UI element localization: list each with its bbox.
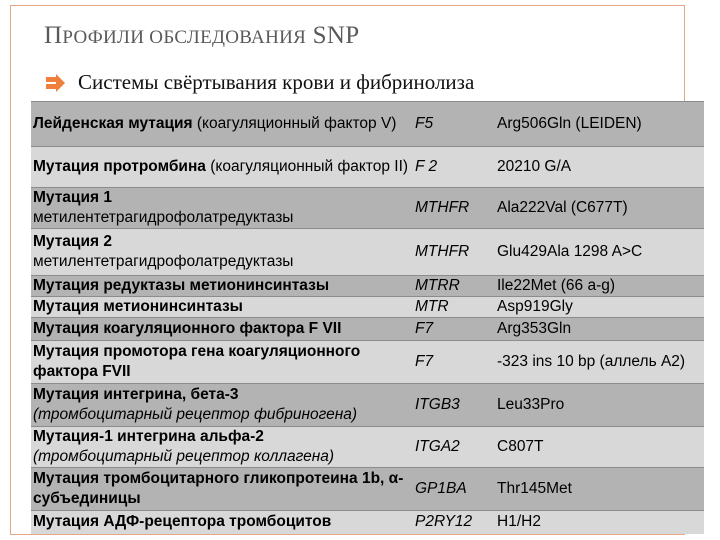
mutation-name: Мутация-1 интегрина альфа-2 <box>33 428 264 445</box>
mutation-name: Мутация 2 <box>33 233 112 250</box>
mutation-name-cell <box>31 511 413 534</box>
mutation-name-cell <box>31 468 413 511</box>
title-tail: SNP <box>306 22 360 49</box>
gene-cell: F 2 <box>415 158 438 175</box>
mutation-name: Мутация АДФ-рецептора тромбоцитов <box>33 513 332 531</box>
variant-cell: Leu33Pro <box>497 396 565 413</box>
mutation-name-cell <box>31 318 413 341</box>
variant-cell: Ile22Met (66 a-g) <box>497 277 616 294</box>
table-row <box>31 229 704 276</box>
gene-cell: F7 <box>415 320 434 337</box>
gene-cell: MTHFR <box>415 243 470 260</box>
mutation-note: (коагуляционный фактор II) <box>205 158 409 175</box>
mutation-name: Мутация интегрина, бета-3 <box>33 386 239 403</box>
mutation-name-cell <box>31 341 413 384</box>
subtitle-text: Системы свёртывания крови и фибринолиза <box>78 70 475 94</box>
table-row <box>31 102 704 147</box>
table-row <box>31 384 704 427</box>
snp-table <box>31 101 704 534</box>
mutation-name: Мутация редуктазы метионинсинтазы <box>33 277 330 294</box>
table-row <box>31 318 704 341</box>
table-row <box>31 468 704 511</box>
mutation-note: (коагуляционный фактор V) <box>192 115 397 132</box>
table-row <box>31 276 704 297</box>
gene-cell: P2RY12 <box>415 513 473 531</box>
title-smallcaps: РОФИЛИ ОБСЛЕДОВАНИЯ <box>62 27 307 48</box>
title-initial: П <box>44 22 63 49</box>
mutation-name-cell <box>31 147 413 188</box>
bullet-item <box>44 70 474 95</box>
mutation-name: Мутация метионинсинтазы <box>33 298 243 315</box>
gene-cell: MTRR <box>415 277 460 294</box>
mutation-name: Лейденская мутация <box>33 115 193 132</box>
mutation-name-cell <box>31 427 413 468</box>
table-row <box>31 297 704 318</box>
mutation-name: Мутация протромбина <box>33 158 206 175</box>
table-row <box>31 147 704 188</box>
gene-cell: F7 <box>415 353 434 370</box>
variant-cell: H1/H2 <box>497 513 541 531</box>
variant-cell: Arg353Gln <box>497 320 572 337</box>
variant-cell: Asp919Gly <box>497 298 573 315</box>
mutation-note: (тромбоцитарный рецептор фибриногена) <box>33 406 358 423</box>
mutation-name: Мутация коагуляционного фактора F VII <box>33 320 342 337</box>
gene-cell: MTR <box>415 298 449 315</box>
variant-cell: Arg506Gln (LEIDEN) <box>497 115 642 132</box>
variant-cell: 20210 G/A <box>497 158 572 175</box>
mutation-name-cell <box>31 384 413 427</box>
mutation-name-cell <box>31 276 413 297</box>
mutation-name-cell <box>31 188 413 229</box>
gene-cell: F5 <box>415 115 434 132</box>
gene-cell: ITGB3 <box>415 396 460 413</box>
variant-cell: -323 ins 10 bp (аллель A2) <box>497 353 686 370</box>
gene-cell: MTHFR <box>415 199 470 216</box>
variant-cell: Thr145Met <box>497 480 572 497</box>
table-row <box>31 511 704 534</box>
mutation-note: (тромбоцитарный рецептор коллагена) <box>33 448 335 465</box>
arrow-bullet-icon <box>44 74 66 92</box>
gene-cell: GP1BA <box>415 480 467 497</box>
variant-cell: Glu429Ala 1298 A>C <box>497 243 643 260</box>
mutation-name-cell <box>31 297 413 318</box>
mutation-name-cell <box>31 229 413 276</box>
variant-cell: C807T <box>497 438 544 455</box>
gene-cell: ITGA2 <box>415 438 460 455</box>
mutation-note: метилентетрагидрофолатредуктазы <box>33 209 294 226</box>
table-row <box>31 427 704 468</box>
mutation-name-cell <box>31 102 413 147</box>
mutation-name: Мутация тромбоцитарного гликопротеина 1b, α-субъединицы <box>33 470 404 507</box>
table-row <box>31 341 704 384</box>
mutation-name: Мутация промотора гена коагуляционного фактора FVII <box>33 343 361 380</box>
mutation-note: метилентетрагидрофолатредуктазы <box>33 253 294 270</box>
slide-title <box>44 22 359 50</box>
mutation-name: Мутация 1 <box>33 189 112 206</box>
variant-cell: Ala222Val (C677T) <box>497 199 628 216</box>
table-row <box>31 188 704 229</box>
